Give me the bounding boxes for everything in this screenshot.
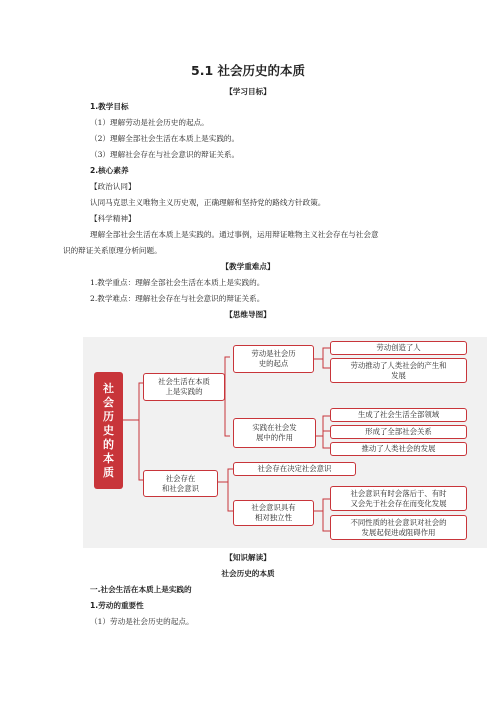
mindmap-leaf-promote-or-hinder: 不同性质的社会意识对社会的 发展起促进或阻碍作用 <box>330 515 467 540</box>
goal-item-1: （1）理解劳动是社会历史的起点。 <box>90 118 209 127</box>
section-mindmap: 【思维导图】 <box>225 310 271 319</box>
knowledge-heading-2: 1.劳动的重要性 <box>90 601 144 610</box>
paragraph-political-identity: 认同马克思主义唯物主义历史观，正确理解和坚持党的路线方针政策。 <box>90 198 326 207</box>
mindmap-root: 社 会 历 史 的 本 质 <box>94 372 123 489</box>
heading-teaching-goals: 1.教学目标 <box>90 102 129 111</box>
knowledge-subtitle: 社会历史的本质 <box>221 569 275 578</box>
section-key-points: 【教学重难点】 <box>221 262 275 271</box>
tag-scientific-spirit: 【科学精神】 <box>90 214 136 223</box>
knowledge-paragraph-1: （1）劳动是社会历史的起点。 <box>90 617 194 626</box>
mindmap-branch-practice: 社会生活在本质 上是实践的 <box>143 373 225 401</box>
tag-political-identity: 【政治认同】 <box>90 182 136 191</box>
mindmap-leaf-labor-pushed-society: 劳动推动了人类社会的产生和 发展 <box>330 358 467 383</box>
heading-core-literacy: 2.核心素养 <box>90 166 129 175</box>
goal-item-3: （3）理解社会存在与社会意识的辩证关系。 <box>90 150 240 159</box>
key-point-1: 1.教学重点：理解全部社会生活在本质上是实践的。 <box>90 278 265 287</box>
mindmap-leaf-all-fields: 生成了社会生活全部领域 <box>330 408 467 422</box>
section-learning-goals: 【学习目标】 <box>225 87 271 96</box>
mindmap-node-labor-origin: 劳动是社会历 史的起点 <box>233 345 314 373</box>
paragraph-scientific-spirit-1: 理解全部社会生活在本质上是实践的。通过事例，运用辩证唯物主义社会存在与社会意 <box>90 230 379 239</box>
key-point-2: 2.教学难点：理解社会存在与社会意识的辩证关系。 <box>90 294 265 303</box>
knowledge-heading-1: 一.社会生活在本质上是实践的 <box>90 585 192 594</box>
mindmap-leaf-all-relations: 形成了全部社会关系 <box>330 425 467 439</box>
mindmap-diagram <box>83 337 487 548</box>
paragraph-scientific-spirit-2: 识的辩证关系原理分析问题。 <box>63 246 162 255</box>
goal-item-2: （2）理解全部社会生活在本质上是实践的。 <box>90 134 240 143</box>
mindmap-leaf-push-development: 推动了人类社会的发展 <box>330 442 467 456</box>
mindmap-leaf-lag-or-lead: 社会意识有时会落后于、有时 又会先于社会存在而变化发展 <box>330 486 467 511</box>
mindmap-node-relative-independence: 社会意识具有 相对独立性 <box>233 500 314 526</box>
mindmap-node-existence-determines: 社会存在决定社会意识 <box>233 462 356 476</box>
mindmap-node-practice-role: 实践在社会发 展中的作用 <box>233 418 316 448</box>
mindmap-branch-existence-consciousness: 社会存在 和社会意识 <box>143 470 218 497</box>
mindmap-leaf-labor-created-human: 劳动创造了人 <box>330 341 467 355</box>
page-title: 5.1 社会历史的本质 <box>191 63 305 78</box>
section-knowledge: 【知识解读】 <box>225 553 271 562</box>
